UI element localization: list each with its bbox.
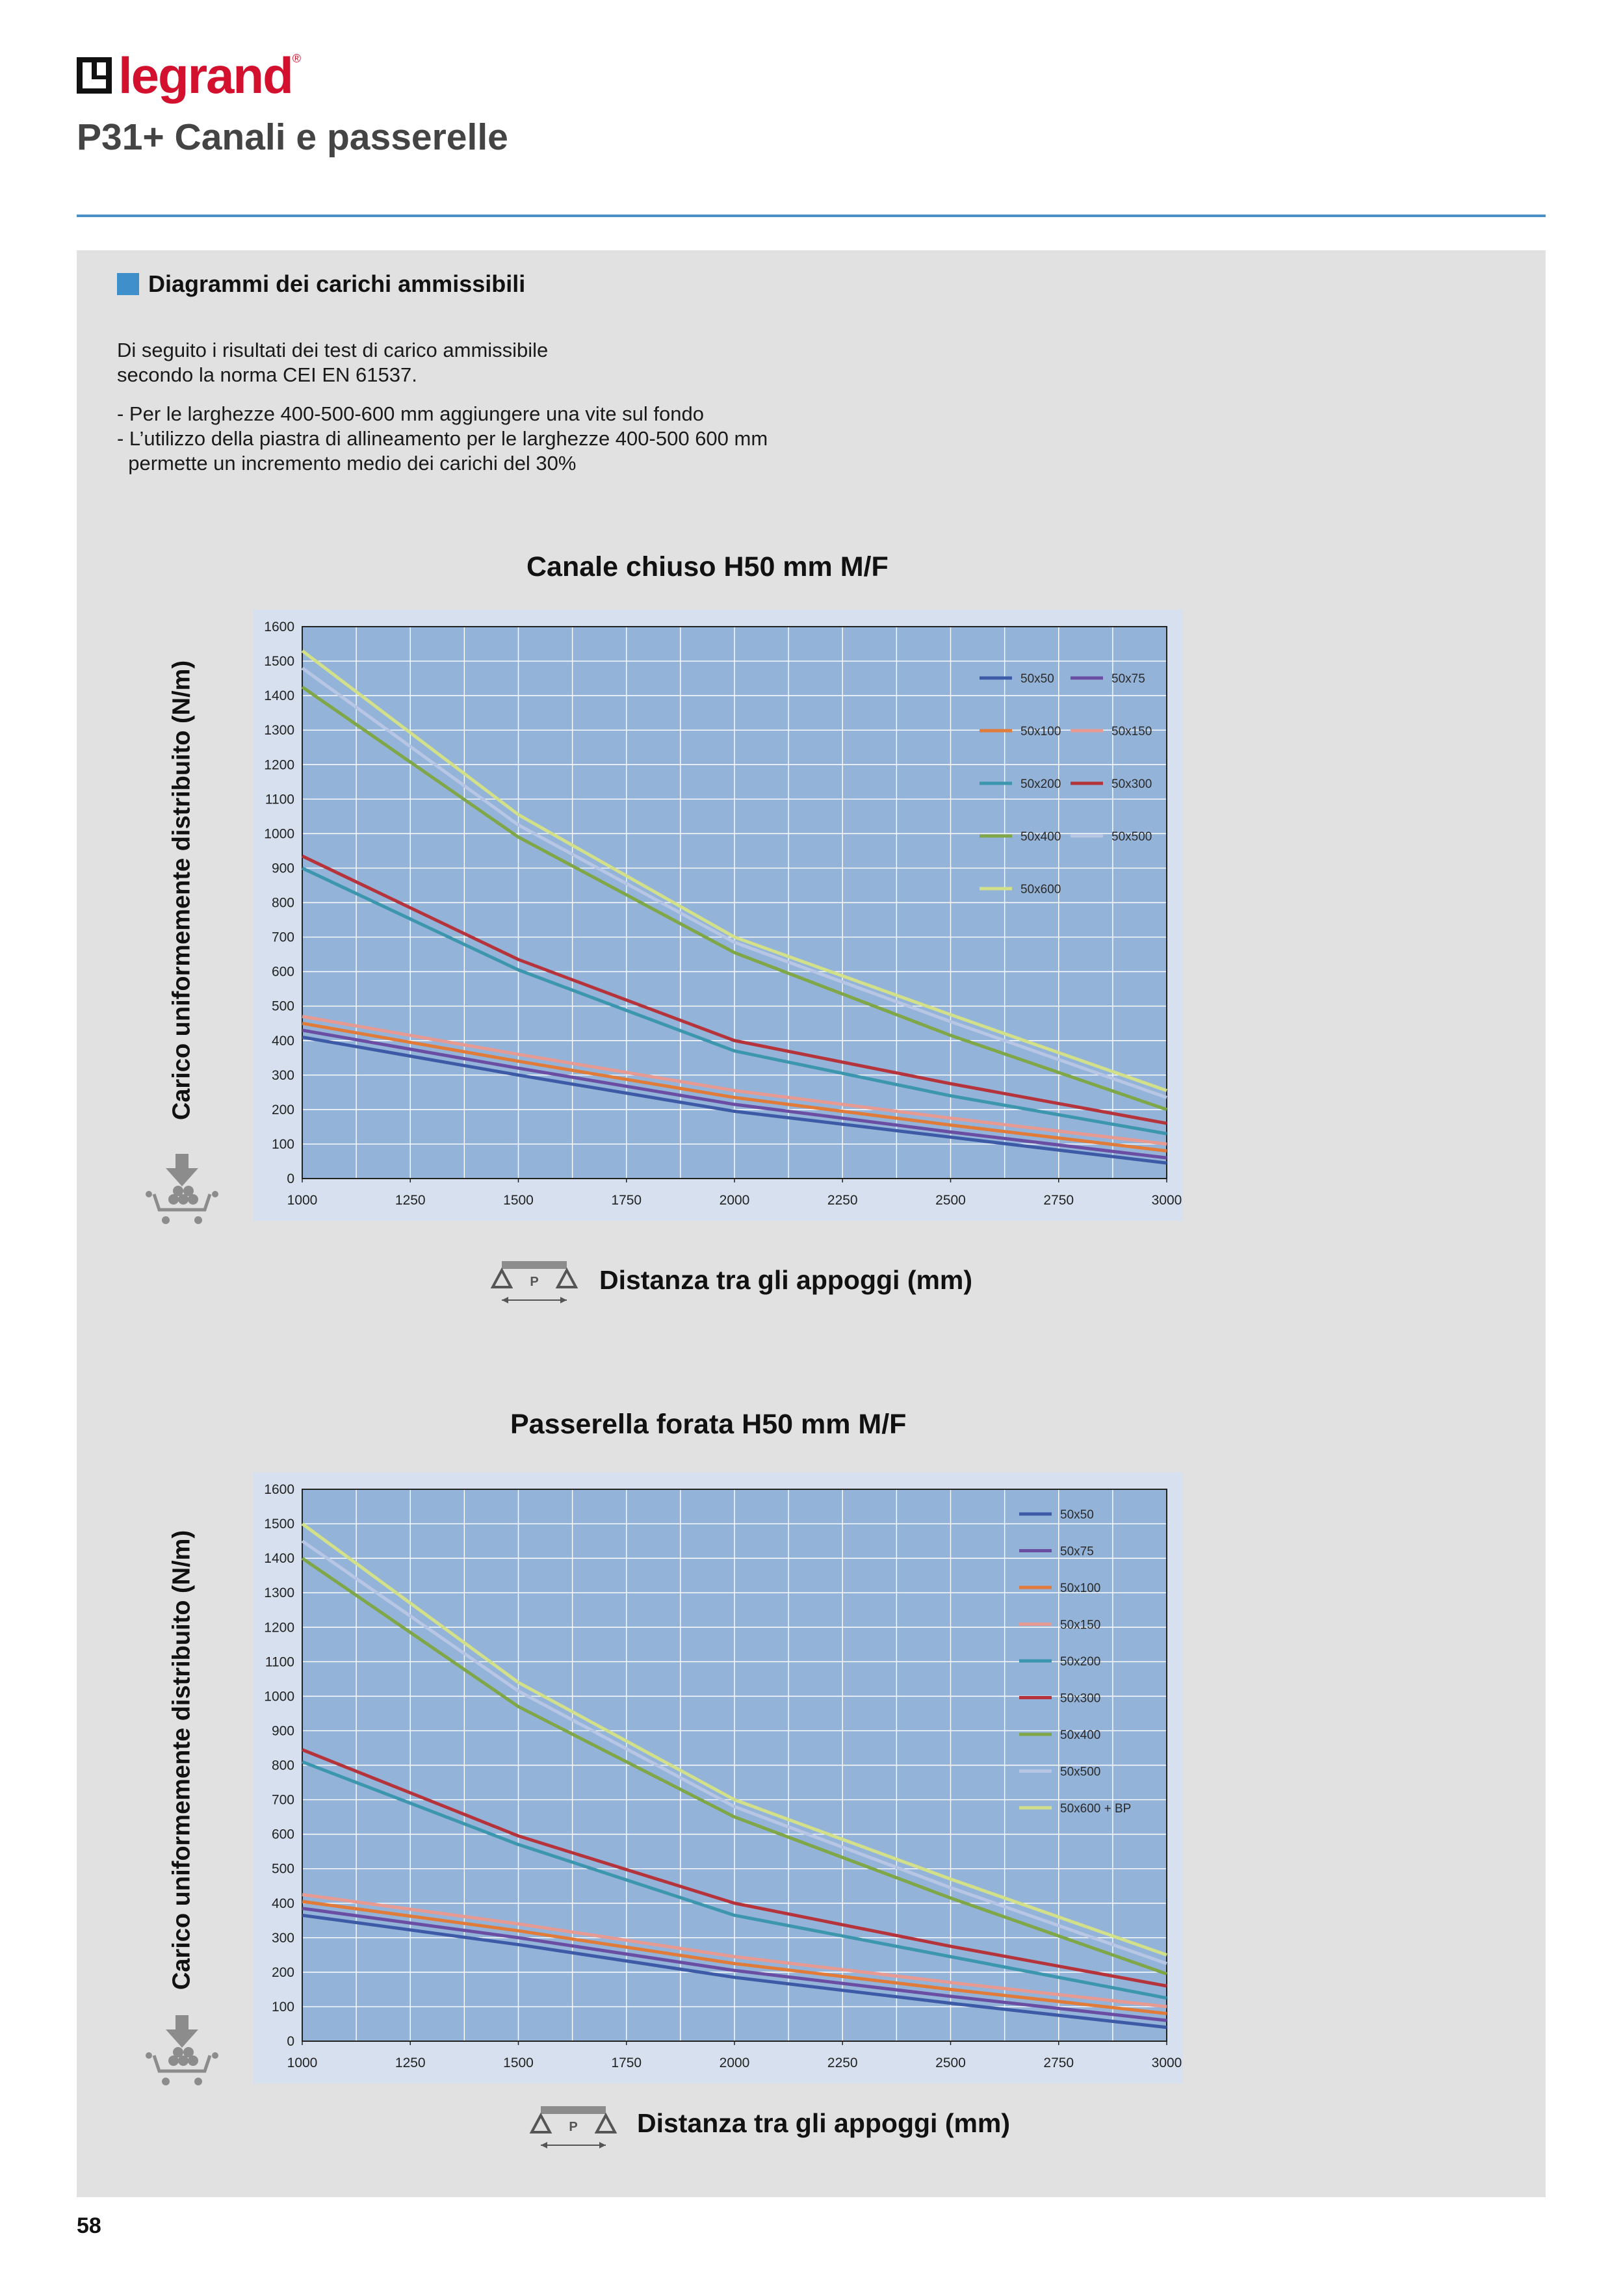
x-tick-label: 2000	[719, 1193, 750, 1208]
y-tick-label: 1400	[264, 1551, 294, 1567]
section-title: Diagrammi dei carichi ammissibili	[148, 270, 526, 297]
y-tick-label: 1100	[265, 1654, 294, 1670]
chart-passerella-forata	[253, 1472, 1183, 2083]
y-tick-label: 600	[271, 1827, 294, 1842]
y-tick-label: 1600	[264, 620, 294, 634]
y-tick-label: 1600	[264, 1482, 294, 1497]
y-tick-label: 300	[271, 1067, 294, 1083]
x-tick-label: 3000	[1151, 2055, 1182, 2070]
chart-canale-chiuso	[253, 610, 1183, 1221]
legend-label: 50x150	[1060, 1618, 1101, 1632]
span-supports-icon	[528, 2106, 619, 2154]
chart-ylabel-canale: Carico uniformemente distribuito (N/m)	[168, 660, 196, 1121]
y-tick-label: 0	[287, 1171, 294, 1186]
y-tick-label: 1500	[264, 654, 294, 670]
y-tick-label: 700	[271, 1792, 294, 1808]
section-bullet-icon	[117, 273, 139, 295]
intro-line: secondo la norma CEI EN 61537.	[117, 363, 417, 386]
x-tick-label: 2500	[935, 2055, 966, 2070]
y-tick-label: 1200	[264, 757, 294, 773]
legend-label: 50x600	[1020, 883, 1061, 896]
intro-text	[117, 338, 768, 476]
section-header	[117, 270, 525, 298]
legend-label: 50x200	[1060, 1655, 1101, 1669]
y-tick-label: 700	[271, 930, 294, 945]
legend-label: 50x500	[1111, 830, 1152, 844]
x-tick-label: 1250	[395, 2055, 426, 2070]
x-tick-label: 1500	[503, 1193, 534, 1208]
legend-label: 50x200	[1020, 777, 1061, 791]
span-supports-icon	[489, 1261, 580, 1309]
legend-label: 50x100	[1020, 725, 1061, 738]
legend-label: 50x150	[1111, 725, 1152, 738]
y-tick-label: 500	[271, 1861, 294, 1877]
chart-ylabel-passerella: Carico uniformemente distribuito (N/m)	[168, 1530, 196, 1990]
legend-label: 50x500	[1060, 1765, 1101, 1779]
legend-label: 50x600 + BP	[1060, 1802, 1132, 1816]
x-tick-label: 1000	[287, 1193, 318, 1208]
intro-line: Di seguito i risultati dei test di carico ammissibile	[117, 339, 549, 361]
y-tick-label: 500	[271, 998, 294, 1014]
x-tick-label: 2750	[1043, 1193, 1074, 1208]
header-divider	[77, 215, 1546, 217]
page-number: 58	[77, 2213, 101, 2238]
y-tick-label: 600	[271, 964, 294, 980]
chart-title-canale: Canale chiuso H50 mm M/F	[526, 551, 889, 582]
y-tick-label: 0	[287, 2034, 294, 2049]
x-tick-label: 1250	[395, 1193, 426, 1208]
span-letter: P	[530, 1275, 539, 1289]
brand-registered: ®	[292, 52, 301, 65]
y-tick-label: 1400	[264, 688, 294, 704]
y-tick-label: 100	[271, 1136, 294, 1152]
y-tick-label: 1300	[264, 723, 294, 738]
x-tick-label: 1000	[287, 2055, 318, 2070]
y-tick-label: 1000	[264, 826, 294, 842]
y-tick-label: 1000	[264, 1689, 294, 1704]
legend-label: 50x300	[1111, 777, 1152, 791]
legend-label: 50x300	[1060, 1691, 1101, 1706]
chart-xlabel-canale: Distanza tra gli appoggi (mm)	[599, 1265, 973, 1295]
legrand-mark-icon	[77, 57, 112, 94]
y-tick-label: 900	[271, 1723, 294, 1739]
distributed-load-icon	[140, 1154, 224, 1232]
y-tick-label: 1100	[265, 792, 294, 807]
y-tick-label: 800	[271, 1758, 294, 1773]
legend-label: 50x400	[1060, 1729, 1101, 1742]
x-tick-label: 2500	[935, 1193, 966, 1208]
y-tick-label: 100	[271, 1999, 294, 2015]
chart-xlabel-passerella: Distanza tra gli appoggi (mm)	[637, 2108, 1011, 2138]
legend-label: 50x75	[1111, 672, 1145, 686]
y-tick-label: 1300	[264, 1585, 294, 1601]
x-tick-label: 2250	[827, 2055, 858, 2070]
legend-label: 50x50	[1060, 1508, 1094, 1522]
x-tick-label: 1750	[611, 1193, 642, 1208]
x-tick-label: 2000	[719, 2055, 750, 2070]
y-tick-label: 300	[271, 1930, 294, 1946]
y-tick-label: 400	[271, 1033, 294, 1049]
x-tick-label: 3000	[1151, 1193, 1182, 1208]
chart-title-passerella: Passerella forata H50 mm M/F	[510, 1409, 907, 1440]
x-tick-label: 2250	[827, 1193, 858, 1208]
legend-label: 50x400	[1020, 830, 1061, 844]
y-tick-label: 200	[271, 1102, 294, 1117]
y-tick-label: 800	[271, 895, 294, 911]
y-tick-label: 400	[271, 1896, 294, 1911]
page-title: P31+ Canali e passerelle	[77, 116, 508, 158]
y-tick-label: 200	[271, 1964, 294, 1980]
note-line: permette un incremento medio dei carichi del 30%	[117, 452, 577, 475]
span-letter: P	[569, 2120, 578, 2134]
note-line: - Per le larghezze 400-500-600 mm aggiungere una vite sul fondo	[117, 402, 704, 425]
legend-label: 50x75	[1060, 1545, 1094, 1559]
legend-label: 50x50	[1020, 672, 1054, 686]
y-tick-label: 1500	[264, 1517, 294, 1532]
legrand-logo	[77, 47, 301, 104]
note-line: - L’utilizzo della piastra di allineamento per le larghezze 400-500 600 mm	[117, 427, 768, 450]
brand-name: legrand	[118, 47, 292, 104]
x-tick-label: 1750	[611, 2055, 642, 2070]
distributed-load-icon	[140, 2015, 224, 2093]
y-tick-label: 900	[271, 861, 294, 876]
x-tick-label: 2750	[1043, 2055, 1074, 2070]
y-tick-label: 1200	[264, 1620, 294, 1636]
x-tick-label: 1500	[503, 2055, 534, 2070]
legend-label: 50x100	[1060, 1582, 1101, 1595]
